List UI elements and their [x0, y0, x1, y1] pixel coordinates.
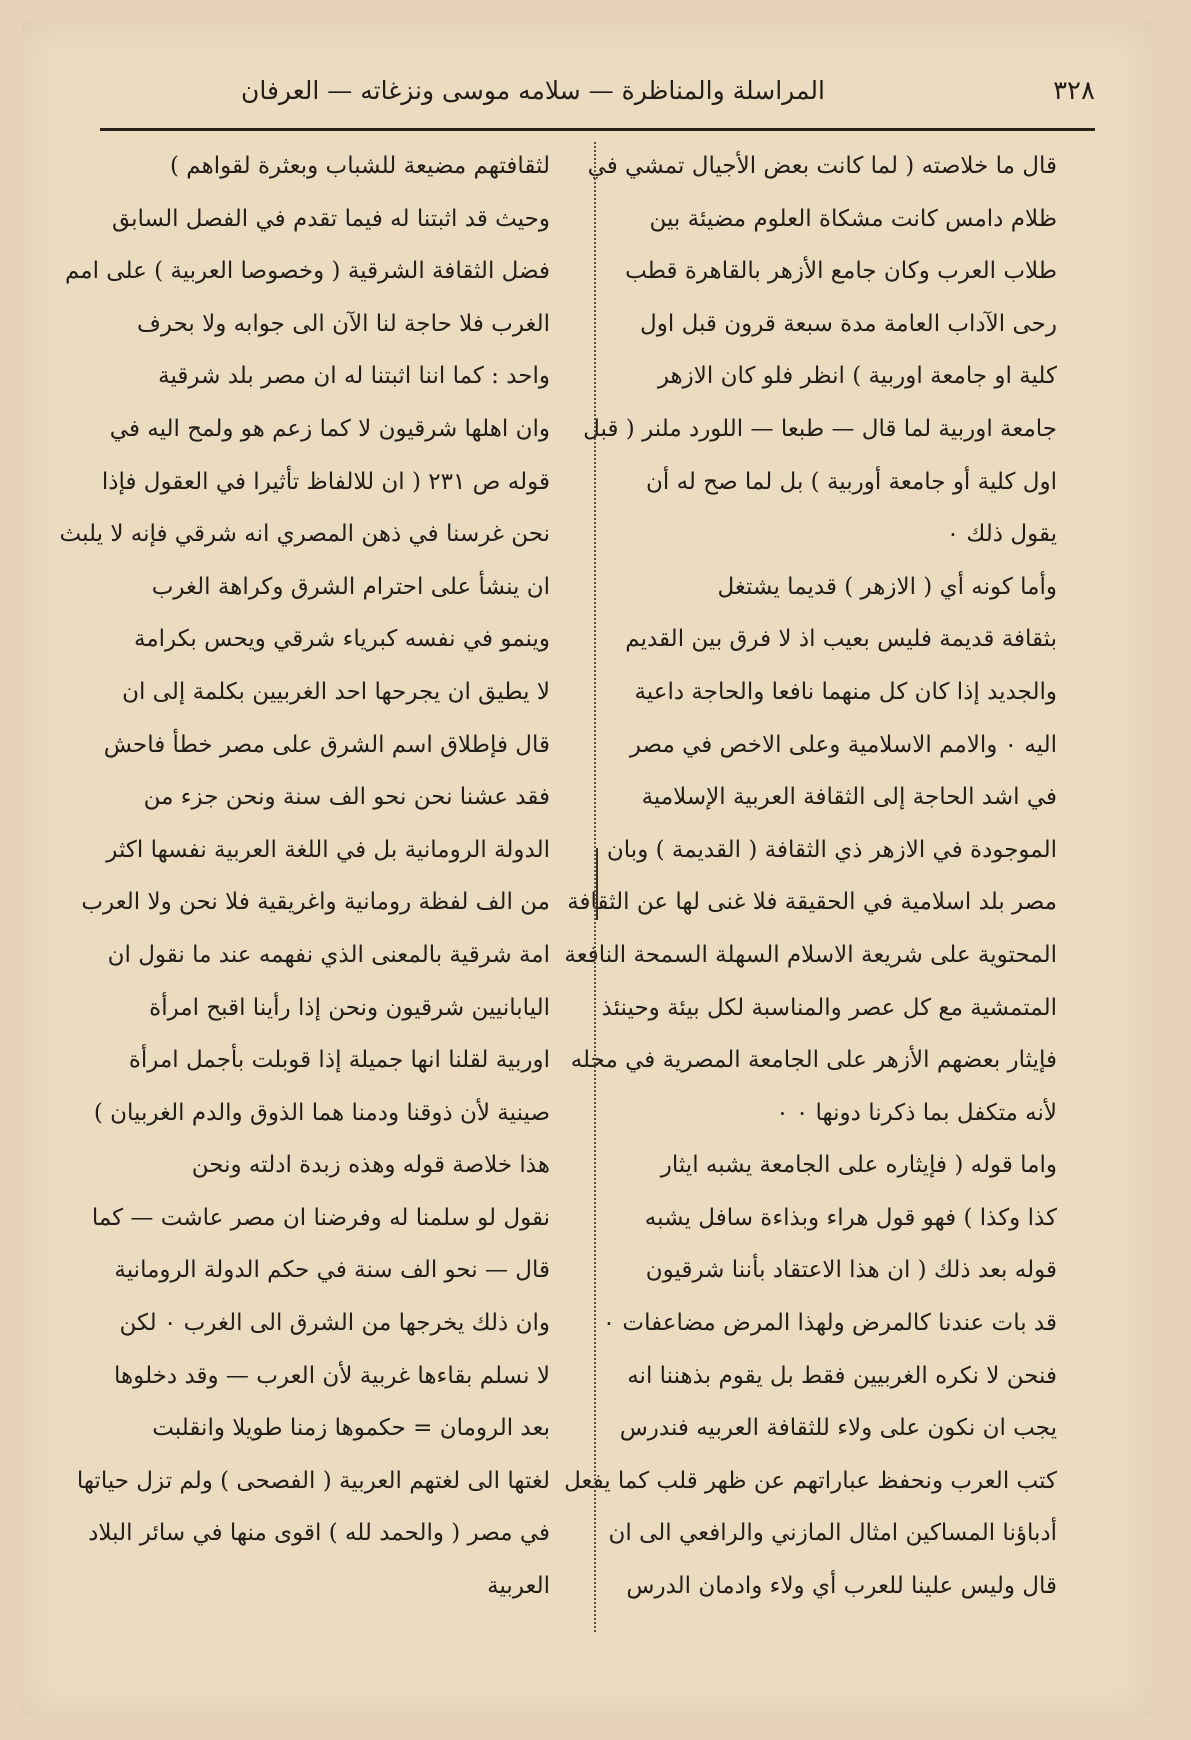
- text-line: في مصر ( والحمد لله ) اقوى منها في سائر البلاد: [88, 1520, 550, 1547]
- text-line: قال فإطلاق اسم الشرق على مصر خطأ فاحش: [103, 731, 550, 758]
- text-line: كذا وكذا ) فهو قول هراء وبذاءة سافل يشبه: [644, 1204, 1057, 1231]
- text-line: وأما كونه أي ( الازهر ) قديما يشتغل: [717, 573, 1057, 600]
- text-line: اول كلية أو جامعة أوربية ) بل لما صح له أن: [645, 468, 1057, 495]
- text-line: اوربية لقلنا انها جميلة إذا قوبلت بأجمل امرأة: [128, 1047, 550, 1074]
- text-line: ظلام دامس كانت مشكاة العلوم مضيئة بين: [649, 205, 1057, 232]
- text-line: فإيثار بعضهم الأزهر على الجامعة المصرية في محله: [570, 1047, 1057, 1074]
- text-line: لأنه متكفل بما ذكرنا دونها ٠ ٠: [776, 1099, 1057, 1126]
- text-line: جامعة اوربية لما قال — طبعا — اللورد ملنر ( قبل: [583, 415, 1057, 442]
- text-line: لثقافتهم مضيعة للشباب وبعثرة لقواهم ): [170, 153, 550, 179]
- text-line: الغرب فلا حاجة لنا الآن الى جوابه ولا بحرف: [137, 310, 550, 337]
- text-line: يقول ذلك ٠: [946, 521, 1057, 548]
- text-line: نحن غرسنا في ذهن المصري انه شرقي فإنه لا يلبث: [59, 521, 550, 548]
- text-line: العربية: [487, 1573, 550, 1600]
- text-line: اليه ٠ والامم الاسلامية وعلى الاخص في مصر: [629, 731, 1057, 758]
- text-line: فنحن لا نكره الغربيين فقط بل يقوم بذهننا انه: [627, 1362, 1057, 1389]
- text-line: في اشد الحاجة إلى الثقافة العربية الإسلامية: [641, 784, 1057, 811]
- column-divider-mark: [596, 848, 598, 920]
- text-line: هذا خلاصة قوله وهذه زبدة ادلته ونحن: [191, 1152, 550, 1179]
- text-line: أدباؤنا المساكين امثال المازني والرافعي الى ان: [608, 1520, 1057, 1547]
- text-line: المحتوية على شريعة الاسلام السهلة السمحة النافعة: [564, 941, 1057, 968]
- text-line: لغتها الى لغتهم العربية ( الفصحى ) ولم تزل حياتها: [76, 1467, 550, 1494]
- text-line: قال ما خلاصته ( لما كانت بعض الأجيال تمشي في: [587, 153, 1057, 179]
- text-line: كلية او جامعة اوربية ) انظر فلو كان الازهر: [657, 363, 1057, 390]
- text-line: كتب العرب ونحفظ عباراتهم عن ظهر قلب كما يفعل: [564, 1467, 1057, 1494]
- text-line: قال — نحو الف سنة في حكم الدولة الرومانية: [114, 1257, 550, 1284]
- text-line: الدولة الرومانية بل في اللغة العربية نفسها اكثر: [106, 836, 550, 863]
- text-line: رحى الآداب العامة مدة سبعة قرون قبل اول: [640, 310, 1057, 337]
- text-line: اليابانيين شرقيون ونحن إذا رأينا اقبح امرأة: [149, 994, 550, 1021]
- right-column: [564, 140, 1057, 1613]
- text-line: والجديد إذا كان كل منهما نافعا والحاجة داعية: [634, 678, 1057, 705]
- text-line: واما قوله ( فإيثاره على الجامعة يشبه ايثار: [660, 1152, 1057, 1179]
- text-line: صينية لأن ذوقنا ودمنا هما الذوق والدم الغربيان ): [93, 1099, 550, 1126]
- text-line: بثقافة قديمة فليس بعيب اذ لا فرق بين القديم: [625, 626, 1057, 653]
- page-number: ٣٢٨: [1053, 76, 1095, 106]
- text-line: الموجودة في الازهر ذي الثقافة ( القديمة ) وبان: [606, 836, 1057, 863]
- text-line: ان ينشأ على احترام الشرق وكراهة الغرب: [151, 573, 550, 600]
- text-line: وان ذلك يخرجها من الشرق الى الغرب ٠ لكن: [119, 1310, 550, 1337]
- text-line: قوله بعد ذلك ( ان هذا الاعتقاد بأننا شرقيون: [645, 1257, 1057, 1284]
- page-header: [100, 70, 1095, 126]
- text-line: قال وليس علينا للعرب أي ولاء وادمان الدرس: [626, 1573, 1057, 1600]
- text-line: وحيث قد اثبتنا له فيما تقدم في الفصل السابق: [111, 205, 550, 232]
- text-line: لا نسلم بقاءها غربية لأن العرب — وقد دخلوها: [114, 1362, 550, 1389]
- text-line: طلاب العرب وكان جامع الأزهر بالقاهرة قطب: [625, 258, 1057, 285]
- text-line: مصر بلد اسلامية في الحقيقة فلا غنى لها عن الثقافة: [567, 889, 1057, 916]
- text-line: نقول لو سلمنا له وفرضنا ان مصر عاشت — كما: [91, 1204, 550, 1231]
- text-line: بعد الرومان = حكموها زمنا طويلا وانقلبت: [152, 1415, 550, 1442]
- left-column: [59, 140, 550, 1613]
- text-line: من الف لفظة رومانية واغريقية فلا نحن ولا العرب: [81, 889, 550, 916]
- running-head: المراسلة والمناظرة — سلامه موسى ونزغاته — العرفان: [240, 76, 825, 105]
- text-line: فقد عشنا نحن نحو الف سنة ونحن جزء من: [143, 784, 550, 811]
- text-line: فضل الثقافة الشرقية ( وخصوصا العربية ) على امم: [64, 258, 550, 285]
- text-line: وان اهلها شرقيون لا كما زعم هو ولمح اليه في: [109, 415, 550, 442]
- text-line: امة شرقية بالمعنى الذي نفهمه عند ما نقول ان: [107, 941, 550, 968]
- text-line: واحد : كما اننا اثبتنا له ان مصر بلد شرقية: [158, 363, 550, 390]
- text-line: المتمشية مع كل عصر والمناسبة لكل بيئة وحينئذ: [601, 994, 1057, 1021]
- text-line: يجب ان نكون على ولاء للثقافة العربيه فندرس: [619, 1415, 1057, 1442]
- text-line: قد بات عندنا كالمرض ولهذا المرض مضاعفات ٠: [602, 1310, 1057, 1337]
- text-line: لا يطيق ان يجرحها احد الغربيين بكلمة إلى ان: [122, 678, 550, 705]
- text-line: وينمو في نفسه كبرياء شرقي ويحس بكرامة: [134, 626, 550, 653]
- text-line: قوله ص ٢٣١ ( ان للالفاظ تأثيرا في العقول فإذا: [101, 468, 550, 495]
- header-rule: [100, 128, 1095, 131]
